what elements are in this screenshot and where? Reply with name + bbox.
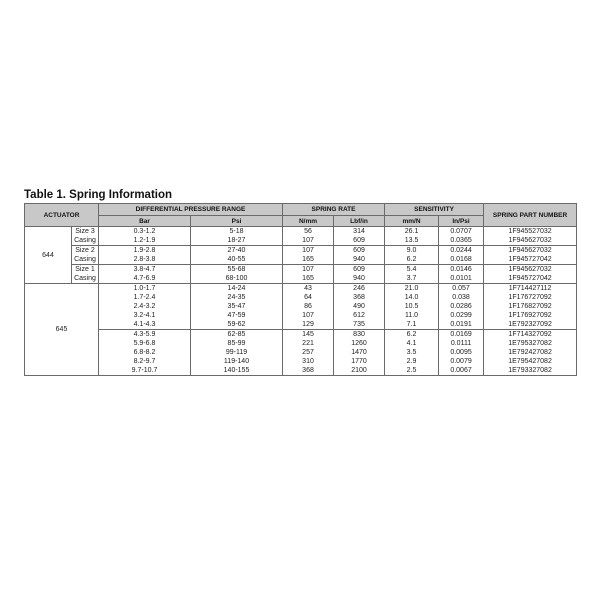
bar-cell: 4.7-6.9 [99, 274, 191, 284]
bar-subheader: Bar [99, 216, 191, 227]
lbfin-cell: 246 [334, 284, 385, 294]
mmn-cell: 2.9 [385, 357, 439, 366]
mmn-cell: 14.0 [385, 293, 439, 302]
nmm-cell: 145 [283, 330, 334, 340]
inpsi-cell: 0.0111 [439, 339, 484, 348]
nmm-subheader: N/mm [283, 216, 334, 227]
nmm-cell: 107 [283, 311, 334, 320]
bar-cell: 1.2-1.9 [99, 236, 191, 246]
part-number-cell: 1E792427082 [484, 348, 577, 357]
part-number-cell: 1F945627032 [484, 265, 577, 275]
inpsi-cell: 0.0299 [439, 311, 484, 320]
mmn-cell: 11.0 [385, 311, 439, 320]
psi-cell: 27-40 [191, 246, 283, 256]
bar-cell: 8.2-9.7 [99, 357, 191, 366]
sensitivity-header: SENSITIVITY [385, 204, 484, 216]
table-row [25, 255, 577, 265]
bar-cell: 9.7-10.7 [99, 366, 191, 376]
mmn-cell: 3.5 [385, 348, 439, 357]
differential-pressure-header: DIFFERENTIAL PRESSURE RANGE [99, 204, 283, 216]
part-number-cell: 1E793327082 [484, 366, 577, 376]
bar-cell: 3.2-4.1 [99, 311, 191, 320]
actuator-644-label: 644 [25, 227, 72, 284]
lbfin-cell: 609 [334, 236, 385, 246]
actuator-casing-label: Casing [72, 236, 99, 246]
part-number-cell: 1F176927092 [484, 311, 577, 320]
mmn-cell: 10.5 [385, 302, 439, 311]
mmn-cell: 9.0 [385, 246, 439, 256]
part-number-cell: 1E792327092 [484, 320, 577, 330]
table-row [25, 330, 577, 340]
psi-cell: 55-68 [191, 265, 283, 275]
spring-rate-header: SPRING RATE [283, 204, 385, 216]
table-row [25, 284, 577, 294]
inpsi-cell: 0.0095 [439, 348, 484, 357]
table-row [25, 320, 577, 330]
part-number-cell: 1F945527032 [484, 227, 577, 237]
inpsi-subheader: In/Psi [439, 216, 484, 227]
inpsi-cell: 0.0707 [439, 227, 484, 237]
lbfin-cell: 1470 [334, 348, 385, 357]
table-row [25, 339, 577, 348]
part-number-cell: 1F945627032 [484, 236, 577, 246]
inpsi-cell: 0.0244 [439, 246, 484, 256]
actuator-size-label: Size 2 [72, 246, 99, 256]
nmm-cell: 165 [283, 255, 334, 265]
nmm-cell: 310 [283, 357, 334, 366]
lbfin-cell: 2100 [334, 366, 385, 376]
lbfin-cell: 609 [334, 265, 385, 275]
nmm-cell: 368 [283, 366, 334, 376]
lbfin-cell: 612 [334, 311, 385, 320]
nmm-cell: 221 [283, 339, 334, 348]
inpsi-cell: 0.0191 [439, 320, 484, 330]
psi-cell: 140-155 [191, 366, 283, 376]
mmn-cell: 13.5 [385, 236, 439, 246]
bar-cell: 2.4-3.2 [99, 302, 191, 311]
actuator-size-label: Size 1 [72, 265, 99, 275]
table-row [25, 274, 577, 284]
psi-cell: 18-27 [191, 236, 283, 246]
mmn-cell: 5.4 [385, 265, 439, 275]
table-row [25, 357, 577, 366]
part-number-cell: 1F714427112 [484, 284, 577, 294]
psi-subheader: Psi [191, 216, 283, 227]
lbfin-cell: 490 [334, 302, 385, 311]
part-number-cell: 1E795327082 [484, 339, 577, 348]
lbfin-cell: 830 [334, 330, 385, 340]
spring-part-number-header: SPRING PART NUMBER [484, 204, 577, 227]
bar-cell: 5.9-6.8 [99, 339, 191, 348]
psi-cell: 47-59 [191, 311, 283, 320]
table-row [25, 236, 577, 246]
bar-cell: 1.0-1.7 [99, 284, 191, 294]
psi-cell: 99-119 [191, 348, 283, 357]
nmm-cell: 43 [283, 284, 334, 294]
inpsi-cell: 0.0146 [439, 265, 484, 275]
table-row [25, 348, 577, 357]
psi-cell: 85-99 [191, 339, 283, 348]
table-row [25, 302, 577, 311]
bar-cell: 3.8-4.7 [99, 265, 191, 275]
mmn-subheader: mm/N [385, 216, 439, 227]
nmm-cell: 86 [283, 302, 334, 311]
lbfin-cell: 1260 [334, 339, 385, 348]
actuator-casing-label: Casing [72, 255, 99, 265]
nmm-cell: 165 [283, 274, 334, 284]
nmm-cell: 107 [283, 265, 334, 275]
psi-cell: 40-55 [191, 255, 283, 265]
mmn-cell: 26.1 [385, 227, 439, 237]
table-title: Table 1. Spring Information [24, 189, 173, 201]
part-number-cell: 1F714327092 [484, 330, 577, 340]
psi-cell: 35-47 [191, 302, 283, 311]
nmm-cell: 64 [283, 293, 334, 302]
bar-cell: 4.3-5.9 [99, 330, 191, 340]
mmn-cell: 6.2 [385, 255, 439, 265]
spring-information-table [24, 203, 577, 376]
bar-cell: 6.8-8.2 [99, 348, 191, 357]
inpsi-cell: 0.0365 [439, 236, 484, 246]
actuator-size-label: Size 3 [72, 227, 99, 237]
mmn-cell: 6.2 [385, 330, 439, 340]
nmm-cell: 129 [283, 320, 334, 330]
bar-cell: 0.3-1.2 [99, 227, 191, 237]
inpsi-cell: 0.0168 [439, 255, 484, 265]
lbfin-cell: 314 [334, 227, 385, 237]
inpsi-cell: 0.057 [439, 284, 484, 294]
lbfin-cell: 940 [334, 255, 385, 265]
table-row [25, 293, 577, 302]
table-row [25, 246, 577, 256]
psi-cell: 59-62 [191, 320, 283, 330]
lbfin-cell: 368 [334, 293, 385, 302]
lbfin-cell: 735 [334, 320, 385, 330]
table-row [25, 227, 577, 237]
inpsi-cell: 0.0101 [439, 274, 484, 284]
nmm-cell: 257 [283, 348, 334, 357]
lbfin-subheader: Lbf/in [334, 216, 385, 227]
actuator-casing-label: Casing [72, 274, 99, 284]
bar-cell: 1.7-2.4 [99, 293, 191, 302]
part-number-cell: 1F176827092 [484, 302, 577, 311]
table-row [25, 311, 577, 320]
mmn-cell: 7.1 [385, 320, 439, 330]
mmn-cell: 4.1 [385, 339, 439, 348]
inpsi-cell: 0.0169 [439, 330, 484, 340]
part-number-cell: 1F176727092 [484, 293, 577, 302]
bar-cell: 4.1-4.3 [99, 320, 191, 330]
lbfin-cell: 1770 [334, 357, 385, 366]
table-row [25, 265, 577, 275]
psi-cell: 119-140 [191, 357, 283, 366]
table-row [25, 366, 577, 376]
nmm-cell: 107 [283, 236, 334, 246]
nmm-cell: 56 [283, 227, 334, 237]
bar-cell: 2.8-3.8 [99, 255, 191, 265]
psi-cell: 5-18 [191, 227, 283, 237]
psi-cell: 24-35 [191, 293, 283, 302]
part-number-cell: 1F945627032 [484, 246, 577, 256]
part-number-cell: 1F945727042 [484, 255, 577, 265]
part-number-cell: 1F945727042 [484, 274, 577, 284]
inpsi-cell: 0.0286 [439, 302, 484, 311]
inpsi-cell: 0.038 [439, 293, 484, 302]
actuator-645-label: 645 [25, 284, 99, 376]
mmn-cell: 21.0 [385, 284, 439, 294]
inpsi-cell: 0.0079 [439, 357, 484, 366]
psi-cell: 62-85 [191, 330, 283, 340]
psi-cell: 14-24 [191, 284, 283, 294]
psi-cell: 68-100 [191, 274, 283, 284]
actuator-header: ACTUATOR [25, 204, 99, 227]
inpsi-cell: 0.0067 [439, 366, 484, 376]
lbfin-cell: 609 [334, 246, 385, 256]
nmm-cell: 107 [283, 246, 334, 256]
part-number-cell: 1E795427082 [484, 357, 577, 366]
lbfin-cell: 940 [334, 274, 385, 284]
mmn-cell: 2.5 [385, 366, 439, 376]
mmn-cell: 3.7 [385, 274, 439, 284]
bar-cell: 1.9-2.8 [99, 246, 191, 256]
